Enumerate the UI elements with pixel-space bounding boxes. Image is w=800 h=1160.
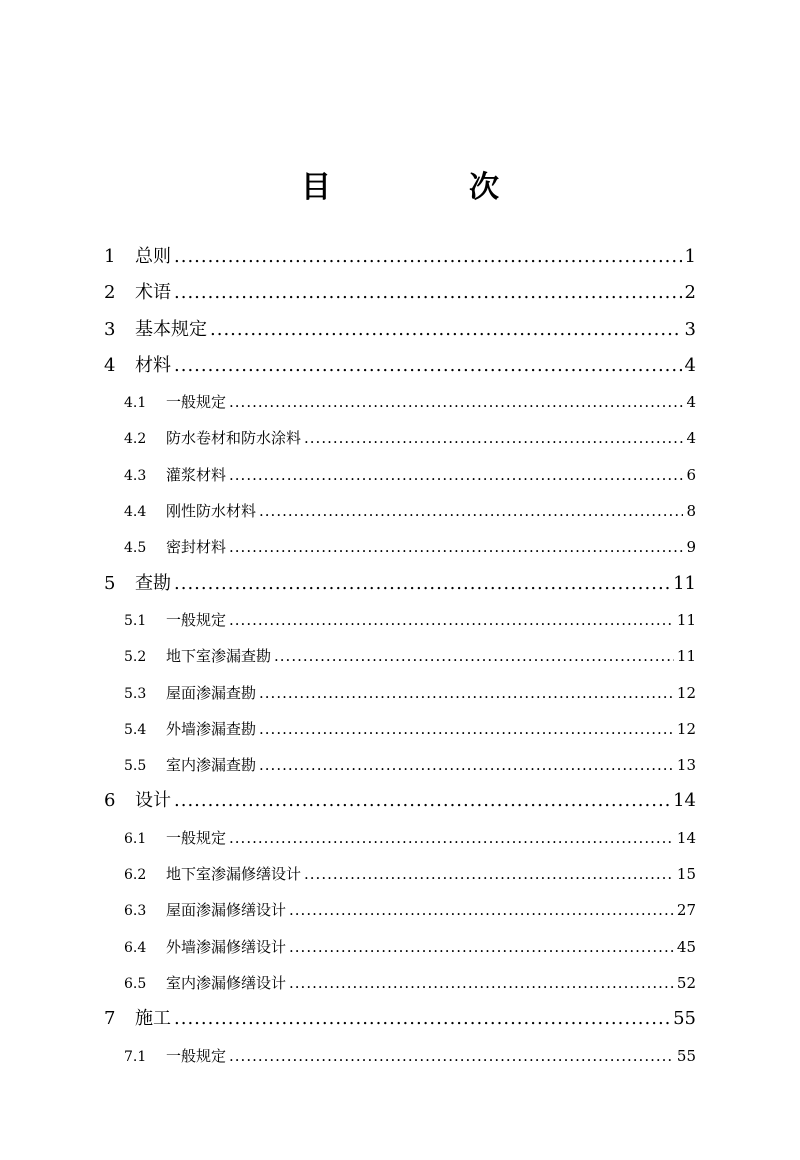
toc-entry-page-number: 45 [676, 937, 696, 956]
toc-entry-label: 一般规定 [166, 610, 227, 629]
toc-dot-leader [304, 420, 683, 456]
toc-dot-leader [274, 638, 674, 674]
toc-entry-page-number: 52 [676, 973, 696, 992]
toc-section-entry[interactable] [104, 856, 696, 892]
toc-entry-page-number: 12 [676, 683, 696, 702]
toc-entry-label: 灌浆材料 [166, 465, 227, 484]
toc-entry-number: 7 [104, 1008, 116, 1030]
toc-section-entry[interactable] [104, 1038, 696, 1074]
toc-dot-leader [174, 1001, 670, 1037]
toc-chapter-entry[interactable] [104, 783, 696, 819]
toc-entry-page-number: 9 [686, 538, 696, 557]
toc-dot-leader [229, 1038, 674, 1074]
toc-entry-page-number: 3 [684, 318, 696, 340]
toc-entry-number: 5.5 [124, 758, 147, 775]
toc-entry-label: 地下室渗漏修缮设计 [166, 865, 302, 884]
toc-entry-page-number: 55 [676, 1046, 696, 1065]
toc-dot-leader [229, 384, 683, 420]
toc-dot-leader [289, 965, 674, 1001]
toc-entry-label: 屋面渗漏修缮设计 [166, 901, 287, 920]
toc-entry-label: 术语 [135, 282, 171, 304]
toc-entry-label: 设计 [135, 790, 171, 812]
toc-entry-page-number: 11 [676, 647, 696, 666]
toc-entry-page-number: 6 [686, 465, 696, 484]
toc-section-entry[interactable] [104, 711, 696, 747]
toc-entry-label: 总则 [135, 246, 171, 267]
toc-entry-number: 4.2 [124, 431, 147, 448]
toc-section-entry[interactable] [104, 493, 696, 529]
toc-entry-label: 一般规定 [166, 393, 227, 412]
toc-section-entry[interactable] [104, 820, 696, 856]
toc-entry-number: 6.4 [124, 939, 147, 956]
toc-entry-label: 外墙渗漏修缮设计 [166, 937, 287, 956]
toc-entry-label: 一般规定 [166, 1046, 227, 1065]
toc-chapter-entry[interactable] [104, 1001, 696, 1037]
toc-entry-page-number: 12 [676, 719, 696, 738]
toc-entry-label: 外墙渗漏查勘 [166, 719, 257, 738]
toc-entry-number: 5.1 [124, 612, 147, 629]
toc-entry-label: 室内渗漏修缮设计 [166, 973, 287, 992]
toc-entry-number: 4.1 [124, 395, 147, 412]
toc-chapter-entry[interactable] [104, 239, 696, 275]
toc-entry-number: 1 [104, 246, 116, 267]
toc-section-entry[interactable] [104, 384, 696, 420]
toc-dot-leader [174, 783, 670, 819]
toc-entry-page-number: 2 [684, 282, 696, 304]
toc-entry-number: 4.4 [124, 504, 147, 521]
toc-entry-number: 6 [104, 790, 116, 812]
toc-entry-page-number: 11 [676, 610, 696, 629]
toc-dot-leader [229, 602, 674, 638]
toc-entry-number: 4.3 [124, 467, 147, 484]
toc-entry-number: 4.5 [124, 540, 147, 557]
toc-dot-leader [210, 312, 682, 348]
toc-chapter-entry[interactable] [104, 312, 696, 348]
toc-entry-number: 4 [104, 354, 116, 376]
toc-entry-number: 5 [104, 572, 116, 594]
toc-entry-number: 6.2 [124, 867, 147, 884]
toc-section-entry[interactable] [104, 602, 696, 638]
toc-entry-label: 基本规定 [135, 318, 207, 340]
toc-entry-label: 查勘 [135, 572, 171, 594]
toc-dot-leader [229, 820, 674, 856]
toc-section-entry[interactable] [104, 529, 696, 565]
toc-dot-leader [229, 457, 683, 493]
toc-entry-number: 5.4 [124, 721, 147, 738]
toc-entry-page-number: 15 [676, 865, 696, 884]
toc-entry-page-number: 13 [676, 756, 696, 775]
toc-dot-leader [259, 747, 674, 783]
toc-chapter-entry[interactable] [104, 275, 696, 311]
toc-entry-page-number: 11 [673, 572, 696, 594]
toc-entry-page-number: 4 [684, 354, 696, 376]
toc-dot-leader [174, 239, 682, 275]
toc-entry-page-number: 4 [686, 393, 696, 412]
toc-dot-leader [174, 566, 670, 602]
toc-dot-leader [174, 275, 682, 311]
toc-entry-number: 5.2 [124, 649, 147, 666]
toc-entry-number: 6.3 [124, 903, 147, 920]
toc-section-entry[interactable] [104, 675, 696, 711]
toc-entry-label: 密封材料 [166, 538, 227, 557]
toc-section-entry[interactable] [104, 929, 696, 965]
toc-entry-label: 施工 [135, 1008, 171, 1030]
toc-dot-leader [174, 348, 682, 384]
toc-entry-page-number: 4 [686, 429, 696, 448]
toc-section-entry[interactable] [104, 747, 696, 783]
toc-entry-label: 屋面渗漏查勘 [166, 683, 257, 702]
toc-chapter-entry[interactable] [104, 348, 696, 384]
toc-dot-leader [289, 929, 674, 965]
toc-entry-label: 刚性防水材料 [166, 502, 257, 521]
toc-entry-number: 6.5 [124, 975, 147, 992]
toc-entry-number: 2 [104, 282, 116, 304]
toc-entry-number: 6.1 [124, 830, 147, 847]
toc-entry-number: 3 [104, 318, 116, 340]
toc-dot-leader [289, 892, 674, 928]
toc-entry-label: 地下室渗漏查勘 [166, 647, 272, 666]
toc-dot-leader [259, 711, 674, 747]
toc-section-entry[interactable] [104, 638, 696, 674]
toc-section-entry[interactable] [104, 892, 696, 928]
toc-dot-leader [229, 529, 683, 565]
toc-entry-page-number: 14 [676, 828, 696, 847]
toc-chapter-entry[interactable] [104, 566, 696, 602]
toc-entry-label: 室内渗漏查勘 [166, 756, 257, 775]
toc-dot-leader [259, 493, 683, 529]
table-of-contents [104, 239, 696, 1074]
toc-section-entry[interactable] [104, 420, 696, 456]
toc-entry-label: 一般规定 [166, 828, 227, 847]
page-title: 目 次 [301, 170, 553, 205]
toc-entry-page-number: 14 [673, 790, 696, 812]
toc-entry-number: 7.1 [124, 1048, 147, 1065]
toc-entry-number: 5.3 [124, 685, 147, 702]
toc-section-entry[interactable] [104, 965, 696, 1001]
toc-entry-page-number: 27 [676, 901, 696, 920]
toc-entry-label: 防水卷材和防水涂料 [166, 429, 302, 448]
toc-entry-label: 材料 [135, 354, 171, 376]
toc-entry-page-number: 1 [684, 246, 696, 267]
toc-section-entry[interactable] [104, 457, 696, 493]
toc-entry-page-number: 55 [673, 1008, 696, 1030]
toc-dot-leader [259, 675, 674, 711]
toc-dot-leader [304, 856, 674, 892]
toc-entry-page-number: 8 [686, 502, 696, 521]
